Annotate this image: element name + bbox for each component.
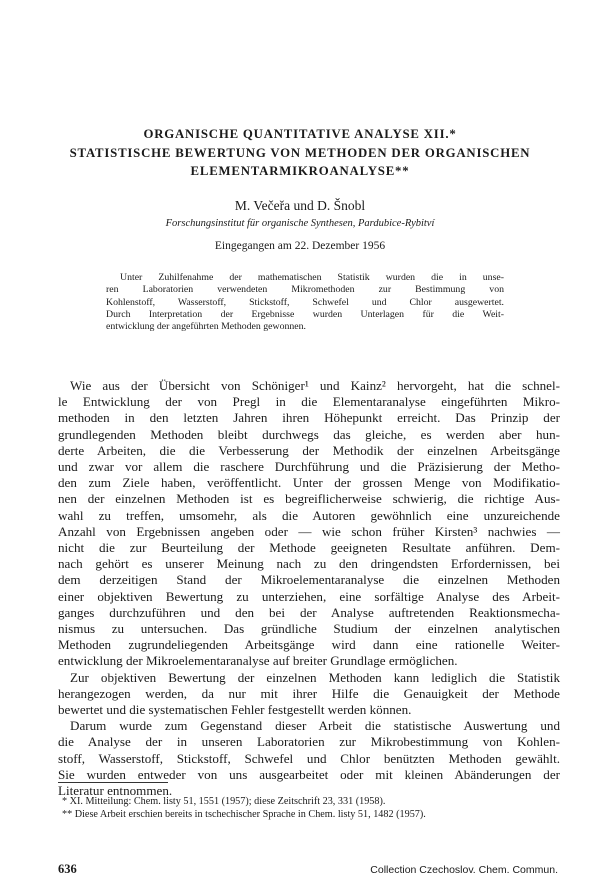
body-line: stoff, Wasserstoff, Stickstoff, Schwefel und Chlor benützten Methoden gewählt.	[58, 750, 560, 766]
journal-name: Collection Czechoslov. Chem. Commun.	[370, 864, 558, 876]
body-line: Anzahl von Ergebnissen angeben oder — wie schon früher Kirsten³ nachwies —	[58, 523, 560, 539]
body-line: die Analyse der in unseren Laboratorien zur Mikrobestimmung von Kohlen-	[58, 734, 560, 750]
authors: M. Večeřa und D. Šnobl	[234, 198, 366, 213]
abstract-line: Durch Interpretation der Ergebnisse wurden Unterlagen für die Weit-	[106, 308, 504, 320]
body-line: nen der einzelnen Methoden ist es begreiflicherweise schwierig, die richtige Aus-	[58, 491, 560, 507]
footnote: * XI. Mitteilung: Chem. listy 51, 1551 (1957); diese Zeitschrift 23, 331 (1958).	[62, 796, 386, 807]
page-number: 636	[58, 862, 77, 876]
body-line: derte Arbeiten, die die Verbesserung der Methodik der einzelnen Arbeitsgänge	[58, 442, 560, 458]
body-text	[58, 378, 560, 799]
article-title-line-2: STATISTISCHE BEWERTUNG VON METHODEN DER ORGANISCHEN	[69, 146, 531, 160]
body-line: Darum wurde zum Gegenstand dieser Arbeit die statistische Auswertung und	[70, 718, 560, 734]
article-title-line-1: ORGANISCHE QUANTITATIVE ANALYSE XII.*	[143, 127, 457, 141]
body-line: Zur objektiven Bewertung der einzelnen Methoden kann lediglich die Statistik	[70, 669, 560, 685]
body-line: nicht die zur Beurteilung der Methode geeigneten Resultate anführen. Dem-	[58, 540, 560, 556]
body-line: entwicklung der Mikroelementaranalyse auf breiter Grundlage ermöglichen.	[58, 653, 458, 669]
body-line: le Entwicklung der von Pregl in die Elementaranalyse eingeführten Mikro-	[58, 394, 560, 410]
abstract-line: Kohlenstoff, Wasserstoff, Stickstoff, Schwefel und Chlor ausgewertet.	[106, 296, 504, 308]
body-line: bewertet und die systematischen Fehler festgestellt werden können.	[58, 702, 412, 718]
body-line: methoden in den letzten Jahren ihren Höhepunkt erreicht. Das Prinzip der	[58, 410, 560, 426]
body-line: nismus zu untersuchen. Das gründliche Studium der einzelnen analytischen	[58, 621, 560, 637]
body-line: und zwar vor allem die raschere Durchführung und die Präzisierung der Metho-	[58, 459, 560, 475]
body-line: Literatur entnommen.	[58, 783, 173, 799]
body-line: Methoden zugrundeliegenden Arbeitsgänge wird dann eine rationelle Weiter-	[58, 637, 560, 653]
affiliation: Forschungsinstitut für organische Synthesen, Pardubice-Rybitví	[165, 218, 435, 229]
abstract-line: ren Laboratorien verwendeten Mikromethoden zur Bestimmung von	[106, 284, 504, 296]
footnotes	[62, 795, 560, 821]
body-line: ganges durchzuführen und den bei der Analyse auftretenden Reaktionsmecha-	[58, 604, 560, 620]
article-title-line-3: ELEMENTARMIKROANALYSE**	[190, 164, 410, 178]
body-line: grundlegenden Methoden bleibt durchwegs das gleiche, es werden aber hun-	[58, 426, 560, 442]
body-line: Sie wurden entweder von uns ausgearbeitet oder mit kleinen Abänderungen der	[58, 766, 560, 782]
body-line: dem derzeitigen Stand der Mikroelementaranalyse die einzelnen Methoden	[58, 572, 560, 588]
body-line: einer objektiven Bewertung zu unterziehen, eine sorfältige Analyse des Arbeit-	[58, 588, 560, 604]
abstract-line: entwicklung der angeführten Methoden gewonnen.	[106, 321, 306, 333]
abstract	[106, 272, 504, 333]
body-line: herangezogen werden, da nur mit ihrer Hilfe die Genauigkeit der Methode	[58, 685, 560, 701]
body-line: nach gehört es unserer Meinung nach zu den dringendsten Erfordernissen, bei	[58, 556, 560, 572]
received-date: Eingegangen am 22. Dezember 1956	[214, 240, 386, 252]
abstract-line: Unter Zuhilfenahme der mathematischen Statistik wurden die in unse-	[120, 272, 504, 283]
footnote: ** Diese Arbeit erschien bereits in tschechischer Sprache in Chem. listy 51, 1482 (1957).	[62, 809, 426, 820]
footnote-divider	[58, 782, 168, 783]
body-line: den zum Ziele haben, veröffentlicht. Unter der grossen Menge von Modifikatio-	[58, 475, 560, 491]
body-line: wahl zu treffen, umsomehr, als die Autoren gewöhnlich eine unzureichende	[58, 507, 560, 523]
body-line: Wie aus der Übersicht von Schöniger¹ und Kainz² hervorgeht, hat die schnel-	[70, 378, 560, 393]
